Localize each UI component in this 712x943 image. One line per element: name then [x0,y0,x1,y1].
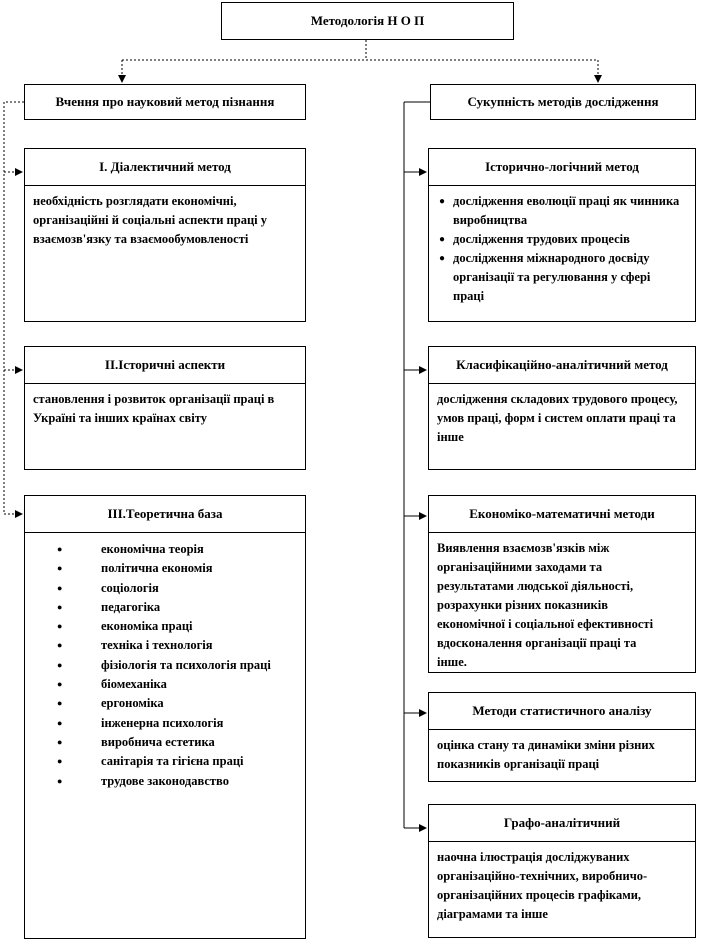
historical-aspects-section [24,346,306,470]
section-title: Класифікаційно-аналітичний метод [429,347,695,384]
list-item: ● політична економія [57,559,305,578]
left-header: Вчення про науковий метод пізнання [55,94,275,109]
section-text: необхідність розглядати економічні, організаційні й соціальні аспекти праці у взаємозв'язку та взаємообумовленості [33,194,268,246]
list-item: ● дослідження трудових процесів [439,230,683,249]
historical-logical-section [428,148,696,322]
theoretical-base-section [24,495,306,939]
list-item: ● економічна теорія [57,540,305,559]
section-title: ІІ.Історичні аспекти [25,347,305,384]
historical-logical-list [439,192,683,306]
list-item: ● виробнича естетика [57,733,305,752]
section-title: ІІІ.Теоретична база [25,496,305,533]
section-text: наочна ілюстрація досліджуваних організаційно-технічних, виробничо-організаційних процесів графіками, діаграмами та інше [437,850,648,921]
list-item: ● фізіологія та психологія праці [57,656,305,675]
section-title: Історично-логічний метод [429,149,695,186]
diagram-title-box [221,2,514,40]
theoretical-base-list [25,533,305,791]
diagram-title: Методологія Н О П [310,13,425,28]
list-item: ● санітарія та гігієна праці [57,752,305,771]
list-item: ● соціологія [57,579,305,598]
list-item: ● економіка праці [57,617,305,636]
section-title: Економіко-математичні методи [429,496,695,533]
section-title: І. Діалектичний метод [25,149,305,186]
classification-analytical-section [428,346,696,470]
section-text: Виявлення взаємозв'язків між організаційними заходами та результатами людської діяльності, розрахунки різних показників економічної і соціальної ефективності вдосконалення організації праці та інше. [437,541,654,669]
list-item: ● біомеханіка [57,675,305,694]
statistical-analysis-section [428,692,696,782]
section-text: дослідження складових трудового процесу, умов праці, форм і систем оплати праці та інше [437,392,678,444]
list-item: ● дослідження міжнародного досвіду організації та регулювання у сфері праці [439,249,683,306]
section-body [429,186,695,310]
dialectical-method-section [24,148,306,322]
section-text: оцінка стану та динаміки зміни різних показників організації праці [437,738,655,771]
left-header-box [24,84,306,120]
list-item: ● інженерна психологія [57,714,305,733]
list-item: ● трудове законодавство [57,772,305,791]
section-title: Графо-аналітичний [429,805,695,842]
list-item: ● дослідження еволюції праці як чинника виробництва [439,192,683,230]
grapho-analytical-section [428,804,696,938]
list-item: ● техніка і технологія [57,636,305,655]
list-item: ● педагогіка [57,598,305,617]
section-title: Методи статистичного аналізу [429,693,695,730]
section-text: становлення і розвиток організації праці в Україні та інших країнах світу [33,392,275,425]
right-header: Сукупність методів дослідження [467,94,659,109]
economic-mathematical-section [428,495,696,673]
right-header-box [430,84,696,120]
list-item: ● ергономіка [57,694,305,713]
